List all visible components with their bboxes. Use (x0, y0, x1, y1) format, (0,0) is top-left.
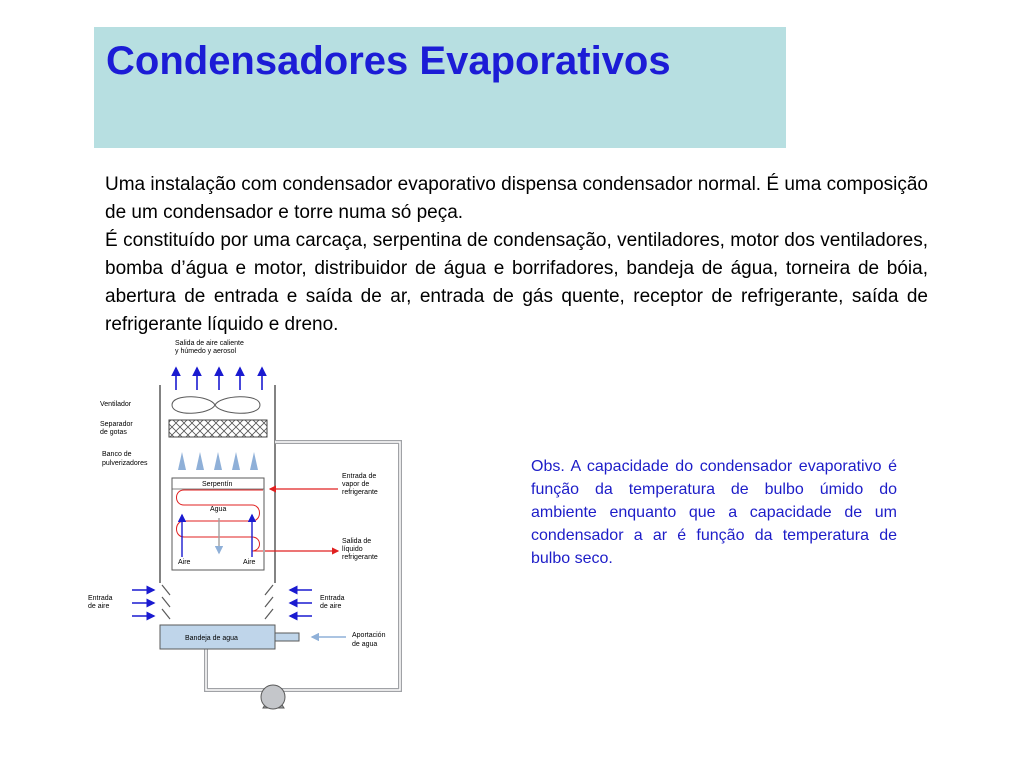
label-basin: Bandeja de agua (185, 635, 238, 642)
label-air-in-right-2: de aire (320, 603, 342, 610)
label-sprayers-2: pulverizadores (102, 460, 148, 467)
label-air-out-2: y húmedo y aerosol (175, 348, 237, 355)
label-air-left: Aire (178, 559, 191, 566)
drift-eliminator (169, 420, 267, 437)
page-title: Condensadores Evaporativos (106, 39, 671, 83)
fan-icon (172, 397, 260, 414)
label-liquid-out-2: líquido (342, 546, 363, 553)
label-separator-2: de gotas (100, 429, 127, 436)
paragraph-components: É constituído por uma carcaça, serpentina de condensação, ventiladores, motor dos ventiladores, bomba d’água e motor, distribuidor de água e borrifadores, bandeja de água, torneira de bóia, abertura de entrada e saída de ar, entrada de gás quente, receptor de refrigerante, saída de refrigerante líquido e dreno. (105, 230, 928, 335)
label-makeup-2: de agua (352, 641, 378, 648)
label-fan: Ventilador (100, 401, 132, 408)
label-air-in-left-1: Entrada (88, 595, 113, 602)
label-coil: Serpentín (202, 481, 233, 488)
label-air-in-left-2: de aire (88, 603, 110, 610)
label-air-out-1: Salida de aire caliente (175, 340, 244, 347)
coil-box (172, 478, 264, 570)
air-inlet-arrows-right (290, 590, 312, 616)
air-inlet-arrows-left (132, 590, 154, 616)
title-box (94, 27, 786, 148)
label-vapor-in-2: vapor de (342, 481, 370, 488)
air-inlet-louvers (162, 585, 273, 619)
label-air-in-right-1: Entrada (320, 595, 345, 602)
label-separator-1: Separador (100, 421, 133, 428)
label-air-right: Aire (243, 559, 256, 566)
observation-note: Obs. A capacidade do condensador evaporativo é função da temperatura de bulbo úmido do ambiente enquanto que a capacidade de um condensador a ar é função da temperatura de bulbo seco. (531, 458, 897, 567)
label-vapor-in-1: Entrada de (342, 473, 377, 480)
label-liquid-out-1: Salida de (342, 538, 372, 545)
paragraph-intro: Uma instalação com condensador evaporativo dispensa condensador normal. É uma composição de um condensador e torre numa só peça. (105, 174, 928, 223)
body-text (105, 171, 928, 339)
label-vapor-in-3: refrigerante (342, 489, 378, 496)
pump-icon (261, 685, 285, 709)
spray-nozzles (178, 452, 258, 470)
label-sprayers-1: Banco de (102, 451, 132, 458)
air-out-arrows (176, 368, 262, 390)
makeup-pipe (275, 633, 299, 641)
evaporative-condenser-diagram (80, 335, 410, 720)
label-makeup-1: Aportación (352, 632, 386, 639)
label-liquid-out-3: refrigerante (342, 554, 378, 561)
label-water: Agua (210, 506, 227, 513)
